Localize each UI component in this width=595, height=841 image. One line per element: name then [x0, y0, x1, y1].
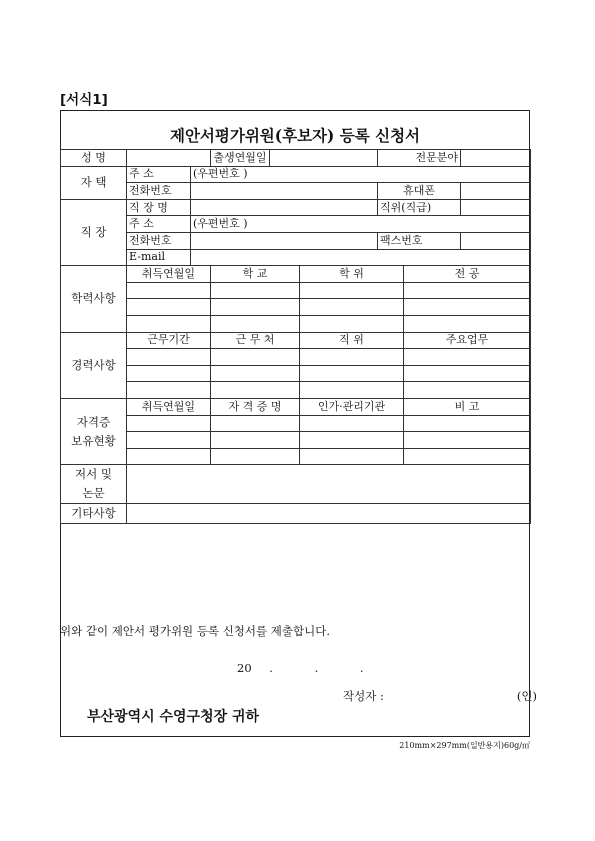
home-phone-field[interactable]	[191, 183, 378, 200]
publications-label-line2: 논문	[82, 486, 105, 501]
work-phone-label: 전화번호	[127, 232, 191, 249]
fax-field[interactable]	[461, 232, 531, 249]
table-row	[61, 365, 531, 382]
table-header: 취득연월일	[127, 266, 211, 283]
table-header: 직 위	[300, 332, 404, 349]
table-row	[61, 415, 531, 432]
career-header-row	[61, 332, 531, 349]
education-section-label: 학력사항	[61, 266, 127, 332]
home-address-row	[61, 166, 531, 183]
other-field[interactable]	[127, 504, 531, 524]
table-header: 전 공	[404, 266, 531, 283]
table-row	[61, 349, 531, 366]
submission-date	[237, 661, 364, 675]
paper-spec: 210mm×297mm(일반용지)60g/㎡	[399, 741, 530, 750]
specialty-field[interactable]	[461, 150, 531, 167]
table-row	[61, 315, 531, 332]
declaration-text: 위와 같이 제안서 평가위원 등록 신청서를 제출합니다.	[60, 624, 330, 638]
position-label: 직위(직급)	[378, 199, 461, 216]
table-header: 인가·관리기관	[300, 398, 404, 415]
application-table	[60, 149, 531, 524]
other-row	[61, 504, 531, 524]
home-address-label: 주 소	[127, 166, 191, 183]
table-row	[61, 432, 531, 449]
home-phone-row	[61, 183, 531, 200]
certificate-section-line1: 자격증	[76, 414, 111, 429]
form-number-label: [서식1]	[60, 92, 108, 108]
work-phone-field[interactable]	[191, 232, 378, 249]
education-header-row	[61, 266, 531, 283]
table-row	[61, 282, 531, 299]
email-row	[61, 249, 531, 266]
table-header: 비 고	[404, 398, 531, 415]
specialty-label: 전문분야	[378, 150, 461, 167]
career-section-label: 경력사항	[61, 332, 127, 398]
table-header: 학 교	[211, 266, 300, 283]
date-dot: .	[314, 661, 319, 675]
work-section-label: 직 장	[61, 199, 127, 265]
table-row	[61, 382, 531, 399]
name-field[interactable]	[127, 150, 211, 167]
certificate-header-row	[61, 398, 531, 415]
home-section-label: 자 택	[61, 166, 127, 199]
table-header: 근무기간	[127, 332, 211, 349]
publications-field[interactable]	[127, 465, 531, 504]
table-header: 자 격 증 명	[211, 398, 300, 415]
name-label: 성 명	[61, 150, 127, 167]
workplace-label: 직 장 명	[127, 199, 191, 216]
certificate-section-label	[61, 398, 127, 464]
work-address-field[interactable]: (우편번호 )	[191, 216, 531, 233]
birth-date-label: 출생연월일	[211, 150, 270, 167]
birth-date-field[interactable]	[270, 150, 378, 167]
email-label: E-mail	[127, 249, 191, 266]
table-header: 취득연월일	[127, 398, 211, 415]
other-label: 기타사항	[61, 504, 127, 524]
work-address-label: 주 소	[127, 216, 191, 233]
work-phone-row	[61, 232, 531, 249]
application-form	[60, 110, 537, 737]
form-title: 제안서평가위원(후보자) 등록 신청서	[169, 126, 421, 145]
recipient-label: 부산광역시 수영구청장 귀하	[87, 709, 260, 725]
table-row	[61, 448, 531, 465]
date-dot: .	[269, 661, 273, 675]
workplace-row	[61, 199, 531, 216]
table-header: 학 위	[300, 266, 404, 283]
position-field[interactable]	[461, 199, 531, 216]
seal-label: (인)	[516, 689, 537, 703]
home-phone-label: 전화번호	[127, 183, 191, 200]
publications-label-line1: 저서 및	[75, 467, 112, 482]
publications-row	[61, 465, 531, 504]
author-label: 작성자 :	[343, 689, 384, 703]
publications-label	[61, 465, 127, 504]
mobile-field[interactable]	[461, 183, 531, 200]
table-row	[61, 299, 531, 316]
date-dot: .	[359, 661, 364, 675]
table-header: 근 무 처	[211, 332, 300, 349]
mobile-label: 휴대폰	[378, 183, 461, 200]
home-address-field[interactable]: (우편번호 )	[191, 166, 531, 183]
workplace-field[interactable]	[191, 199, 378, 216]
date-year: 20	[237, 661, 252, 675]
email-field[interactable]	[191, 249, 531, 266]
work-address-row	[61, 216, 531, 233]
table-header: 주요업무	[404, 332, 531, 349]
name-row	[61, 150, 531, 167]
certificate-section-line2: 보유현황	[71, 433, 116, 448]
fax-label: 팩스번호	[378, 232, 461, 249]
